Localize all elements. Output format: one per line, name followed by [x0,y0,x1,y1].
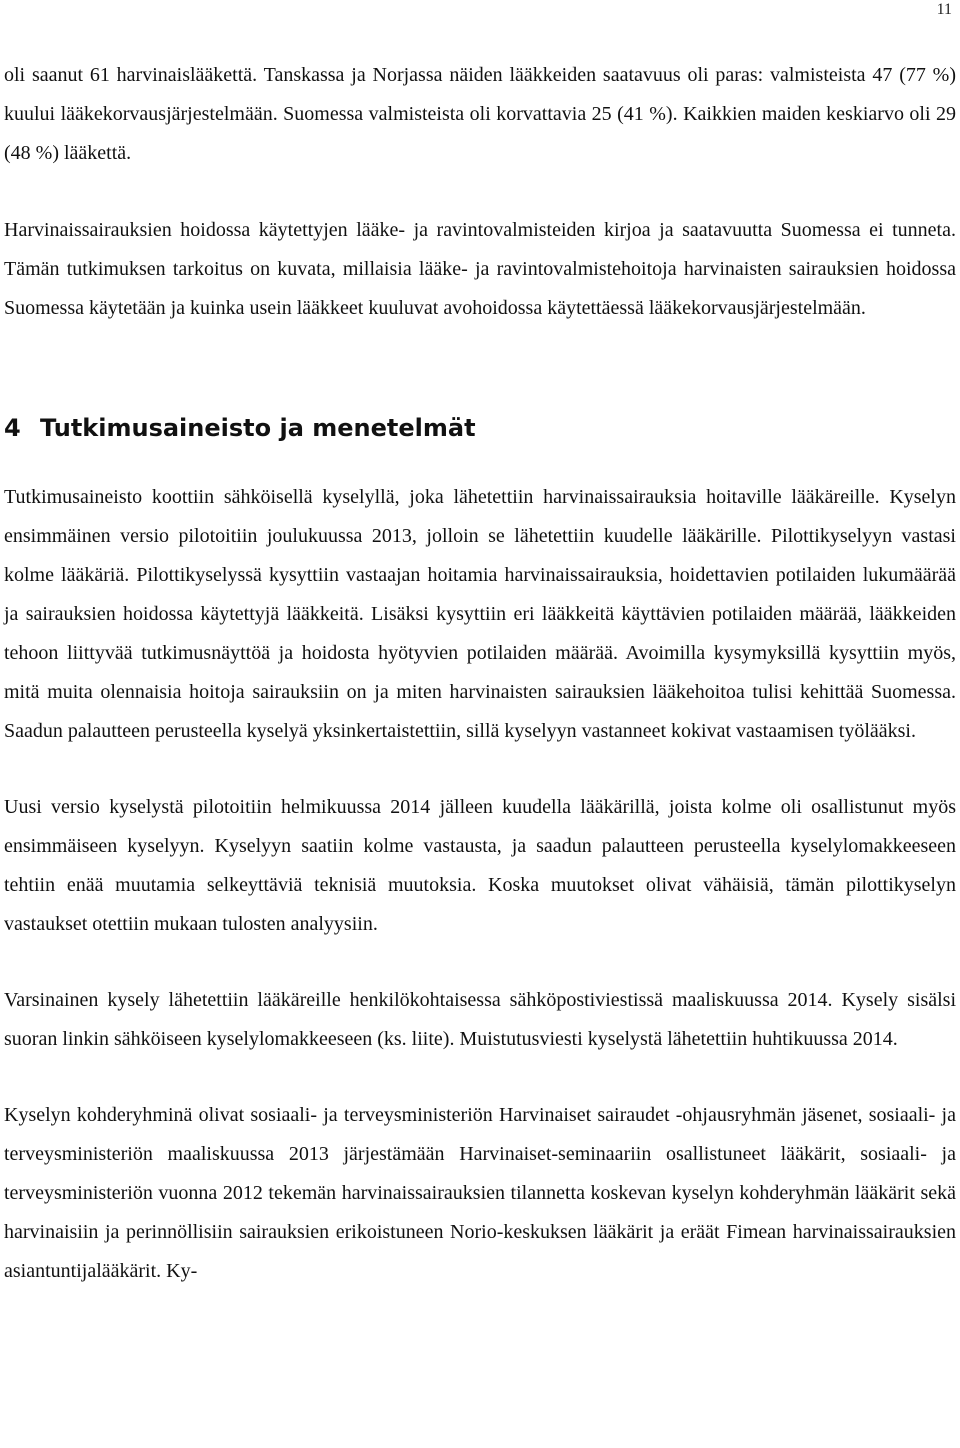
paragraph-availability-summary: oli saanut 61 harvinaislääkettä. Tanskassa ja Norjassa näiden lääkkeiden saatavuus oli paras: valmisteista 47 (77 %) kuului lääkekorvausjärjestelmään. Suomessa valmisteista oli korvattavia 25 (41 %). Kaikkien maiden keskiarvo oli 29 (48 %) lääkettä. [4,64,956,164]
paragraph-survey-sent: Varsinainen kysely lähetettiin lääkäreille henkilökohtaisessa sähköpostiviestissä maaliskuussa 2014. Kysely sisälsi suoran linkin sähköiseen kyselylomakkeeseen (ks. liite). Muistutusviesti kyselystä lähetettiin huhtikuussa 2014. [4,989,956,1050]
section-number: 4 [4,414,21,442]
section-title: Tutkimusaineisto ja menetelmät [40,414,476,442]
page-number: 11 [936,1,952,18]
paragraph-target-groups: Kyselyn kohderyhminä olivat sosiaali- ja terveysministeriön Harvinaiset sairaudet -ohjausryhmän jäsenet, sosiaali- ja terveysministeriön maaliskuussa 2013 järjestämään Harvinaiset-seminaariin osallistuneet lääkärit, sosiaali- ja terveysministeriön vuonna 2012 tekemän harvinaissairauksien tilannetta koskevan kyselyn kohderyhmän lääkärit sekä harvinaisiin ja perinnöllisiin sairauksien erikoistuneen Norio-keskuksen lääkärit ja eräät Fimean harvinaissairauksien asiantuntijalääkärit. Ky- [4,1104,956,1282]
paragraph-survey-material: Tutkimusaineisto koottiin sähköisellä kyselyllä, joka lähetettiin harvinaissairauksia hoitaville lääkäreille. Kyselyn ensimmäinen versio pilotoitiin joulukuussa 2013, jolloin se lähetettiin kuudelle lääkärille. Pilottikyselyyn vastasi kolme lääkäriä. Pilottikyselyssä kysyttiin vastaajan hoitamia harvinaissairauksia, hoidettavien potilaiden lukumäärää ja sairauksien hoidossa käytettyjä lääkkeitä. Lisäksi kysyttiin eri lääkkeitä käyttävien potilaiden määrää, lääkkeiden tehoon liittyvää tutkimusnäyttöä ja hoidosta hyötyvien potilaiden määrää. Avoimilla kysymyksillä kysyttiin myös, mitä muita olennaisia hoitoja sairauksiin on ja miten harvinaisten sairauksien lääkehoitoa tulisi kehittää Suomessa. Saadun palautteen perusteella kyselyä yksinkertaistettiin, sillä kyselyyn vastanneet kokivat vastaamisen työlääksi. [4,486,956,742]
paragraph-study-purpose: Harvinaissairauksien hoidossa käytettyjen lääke- ja ravintovalmisteiden kirjoa ja saatavuutta Suomessa ei tunneta. Tämän tutkimuksen tarkoitus on kuvata, millaisia lääke- ja ravintovalmistehoitoja harvinaisten sairauksien hoidossa Suomessa käytetään ja kuinka usein lääkkeet kuuluvat avohoidossa käytettäessä lääkekorvausjärjestelmään. [4,219,956,319]
section-heading [4,412,956,444]
page-content [4,56,956,1291]
paragraph-second-pilot: Uusi versio kyselystä pilotoitiin helmikuussa 2014 jälleen kuudella lääkärillä, joista kolme oli osallistunut myös ensimmäiseen kyselyyn. Kyselyyn saatiin kolme vastausta, ja saadun palautteen perusteella kyselylomakkeeseen tehtiin enää muutamia selkeyttäviä teknisiä muutoksia. Koska muutokset olivat vähäisiä, tämän pilottikyselyn vastaukset otettiin mukaan tulosten analyysiin. [4,796,956,935]
